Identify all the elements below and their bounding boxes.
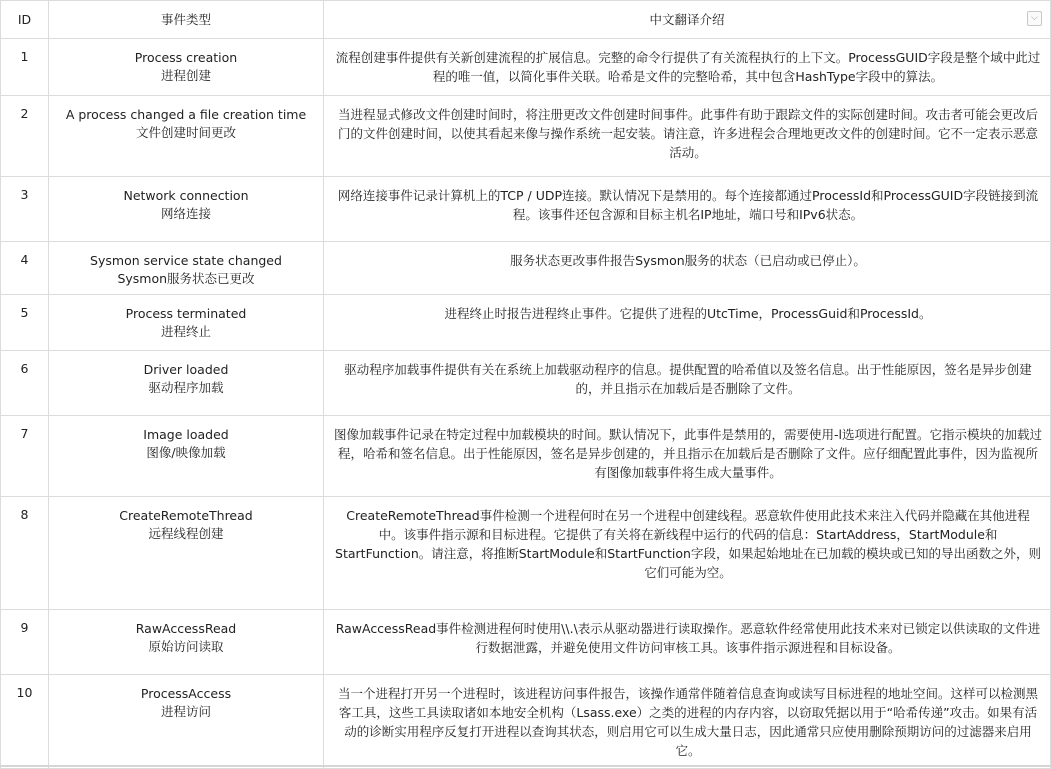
event-type-zh: Sysmon服务状态已更改 (117, 271, 255, 286)
event-type-en: ProcessAccess (140, 686, 232, 701)
event-type-zh: 网络连接 (160, 206, 211, 221)
row-id: 10 (1, 675, 49, 769)
table-row (1, 242, 1051, 295)
event-type-zh: 图像/映像加载 (146, 445, 226, 460)
row-event-type (49, 177, 324, 242)
header-description-label: 中文翻译介绍 (649, 12, 725, 27)
header-event-type: 事件类型 (49, 1, 324, 39)
event-type-zh: 进程访问 (160, 704, 211, 719)
row-description: 网络连接事件记录计算机上的TCP / UDP连接。默认情况下是禁用的。每个连接都通过ProcessId和ProcessGUID字段链接到流程。该事件还包含源和目标主机名IP地址，端口号和IPv6状态。 (324, 177, 1051, 242)
event-type-zh: 文件创建时间更改 (135, 125, 236, 140)
row-event-type (49, 610, 324, 675)
event-type-zh: 原始访问读取 (148, 639, 224, 654)
row-description: 驱动程序加载事件提供有关在系统上加载驱动程序的信息。提供配置的哈希值以及签名信息。出于性能原因，签名是异步创建的，并且指示在加载后是否删除了文件。 (324, 351, 1051, 416)
event-type-en: Sysmon service state changed (90, 253, 282, 268)
table-row (1, 351, 1051, 416)
row-id: 8 (1, 497, 49, 610)
event-type-zh: 驱动程序加载 (148, 380, 224, 395)
event-type-en: RawAccessRead (135, 621, 237, 636)
row-description: 图像加载事件记录在特定过程中加载模块的时间。默认情况下，此事件是禁用的，需要使用-l选项进行配置。它指示模块的加载过程，哈希和签名信息。出于性能原因，签名是异步创建的，并且指示在加载后是否删除了文件。应仔细配置此事件，因为监视所有图像加载事件将生成大量事件。 (324, 416, 1051, 497)
row-event-type (49, 96, 324, 177)
row-description: 流程创建事件提供有关新创建流程的扩展信息。完整的命令行提供了有关流程执行的上下文。ProcessGUID字段是整个域中此过程的唯一值，以简化事件关联。哈希是文件的完整哈希，其中包含HashType字段中的算法。 (324, 39, 1051, 96)
event-type-zh: 进程终止 (160, 324, 211, 339)
row-event-type (49, 416, 324, 497)
row-id: 6 (1, 351, 49, 416)
row-id: 2 (1, 96, 49, 177)
table-row (1, 675, 1051, 769)
table-header-row (1, 1, 1051, 39)
row-id: 3 (1, 177, 49, 242)
event-type-en: CreateRemoteThread (119, 508, 253, 523)
row-description: RawAccessRead事件检测进程何时使用\\.\表示从驱动器进行读取操作。恶意软件经常使用此技术来对已锁定以供读取的文件进行数据泄露，并避免使用文件访问审核工具。该事件指示源进程和目标设备。 (324, 610, 1051, 675)
row-event-type (49, 242, 324, 295)
event-type-zh: 进程创建 (160, 68, 211, 83)
chevron-down-icon[interactable]: ⌵ (1027, 11, 1042, 26)
event-type-en: A process changed a file creation time (65, 107, 307, 122)
table-row (1, 295, 1051, 351)
row-description: 进程终止时报告进程终止事件。它提供了进程的UtcTime，ProcessGuid和ProcessId。 (324, 295, 1051, 351)
row-event-type (49, 295, 324, 351)
row-description: CreateRemoteThread事件检测一个进程何时在另一个进程中创建线程。恶意软件使用此技术来注入代码并隐藏在其他进程中。该事件指示源和目标进程。它提供了有关将在新线程中运行的代码的信息：StartAddress，StartModule和StartFunction。请注意，将推断StartModule和StartFunction字段，如果起始地址在已加载的模块或已知的导出函数之外，则它们可能为空。 (324, 497, 1051, 610)
row-event-type (49, 351, 324, 416)
table-row (1, 96, 1051, 177)
row-event-type (49, 39, 324, 96)
event-type-zh: 远程线程创建 (148, 526, 224, 541)
row-event-type (49, 497, 324, 610)
row-description: 服务状态更改事件报告Sysmon服务的状态（已启动或已停止）。 (324, 242, 1051, 295)
event-type-en: Network connection (123, 188, 249, 203)
table-row (1, 39, 1051, 96)
event-type-en: Image loaded (143, 427, 229, 442)
event-type-en: Process terminated (125, 306, 247, 321)
row-event-type (49, 675, 324, 769)
row-id: 7 (1, 416, 49, 497)
event-type-en: Driver loaded (143, 362, 229, 377)
row-id: 5 (1, 295, 49, 351)
table-row (1, 416, 1051, 497)
table-row (1, 610, 1051, 675)
table-row (1, 497, 1051, 610)
header-id: ID (1, 1, 49, 39)
row-description: 当一个进程打开另一个进程时，该进程访问事件报告，该操作通常伴随着信息查询或读写目标进程的地址空间。这样可以检测黑客工具，这些工具读取诸如本地安全机构（Lsass.exe）之类的进程的内存内容，以窃取凭据以用于“哈希传递”攻击。如果有活动的诊断实用程序反复打开进程以查询其状态，则启用它可以生成大量日志，因此通常只应使用删除预期访问的过滤器来启用它。 (324, 675, 1051, 769)
row-description: 当进程显式修改文件创建时间时，将注册更改文件创建时间事件。此事件有助于跟踪文件的实际创建时间。攻击者可能会更改后门的文件创建时间，以使其看起来像与操作系统一起安装。请注意，许多进程会合理地更改文件的创建时间。它不一定表示恶意活动。 (324, 96, 1051, 177)
row-id: 4 (1, 242, 49, 295)
header-description (324, 1, 1051, 39)
row-id: 1 (1, 39, 49, 96)
table-row (1, 177, 1051, 242)
row-id: 9 (1, 610, 49, 675)
event-type-en: Process creation (134, 50, 238, 65)
